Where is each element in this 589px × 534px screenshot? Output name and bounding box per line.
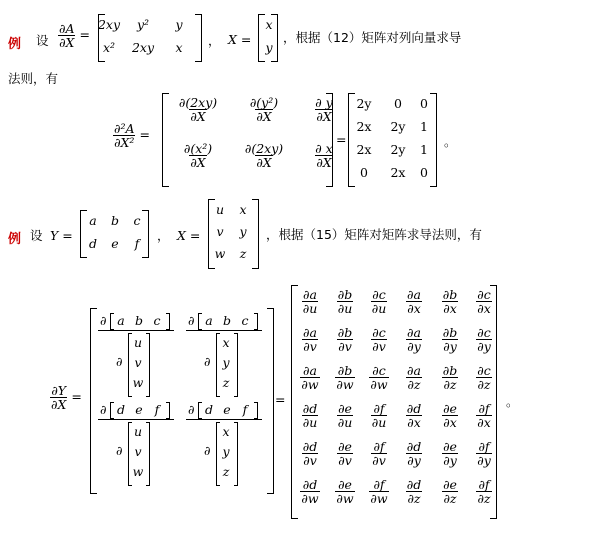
- intro-text-2: ，根据（15）矩阵对矩阵求导法则，有: [266, 227, 482, 242]
- value-entry: 1: [420, 142, 428, 157]
- block-col-bracket: [146, 333, 150, 397]
- expanded-partial: $\frac{\partial a}{\partial w}$: [301, 363, 319, 392]
- dY-dX-fraction: $\frac{\partial Y}{\partial X}$ =: [51, 383, 82, 412]
- partial-symbol: ∂: [100, 313, 107, 328]
- block-col-entry: w: [132, 464, 144, 479]
- matrix-Y-entry: f: [134, 236, 140, 251]
- block-row-entry: e: [135, 402, 143, 417]
- partial-symbol: ∂: [204, 354, 211, 369]
- end-punctuation-1: 。: [444, 134, 457, 149]
- expanded-partial: $\frac{\partial e}{\partial u}$: [337, 401, 353, 430]
- expanded-partial: $\frac{\partial f}{\partial w}$: [370, 477, 388, 506]
- block-row-entry: c: [153, 313, 161, 328]
- example-label-1: 例: [8, 37, 22, 52]
- expanded-partial: $\frac{\partial a}{\partial v}$: [303, 325, 317, 354]
- end-punctuation-2: 。: [506, 394, 519, 409]
- dA-dX-fraction: $\frac{\partial A}{\partial X}$ =: [59, 21, 90, 50]
- matrix-A-entry: 2xy: [131, 40, 155, 55]
- expanded-partial: $\frac{\partial e}{\partial v}$: [338, 439, 352, 468]
- value-entry: 2x: [390, 165, 406, 180]
- expanded-partial: $\frac{\partial c}{\partial v}$: [372, 325, 386, 354]
- block-col-bracket: [146, 422, 150, 486]
- partial-fraction: $\frac{\partial x}{\partial X}$: [315, 141, 333, 170]
- block-row-entry: d: [204, 402, 213, 417]
- intro-text-1b: 法则，有: [8, 71, 59, 86]
- matrix-X-entry: u: [215, 202, 225, 217]
- block-row-entry: a: [205, 313, 213, 328]
- fraction-bar: [186, 330, 262, 331]
- block-col-entry: x: [222, 335, 230, 350]
- expanded-partial: $\frac{\partial d}{\partial w}$: [301, 477, 319, 506]
- example-intro-1: 设: [36, 33, 49, 48]
- expanded-partial: $\frac{\partial c}{\partial x}$: [477, 287, 491, 316]
- block-col-entry: u: [133, 335, 143, 350]
- partial-fraction: $\frac{\text{∂(x²)}}{\partial X}$: [183, 141, 213, 170]
- matrix-A-entry: x: [175, 40, 183, 55]
- partial-symbol: ∂: [116, 443, 123, 458]
- expanded-partial: $\frac{\partial a}{\partial z}$: [407, 363, 421, 392]
- fraction-bar: [98, 330, 174, 331]
- block-col-entry: y: [222, 444, 230, 459]
- fraction-bar: [98, 419, 174, 420]
- expanded-partial: $\frac{\partial b}{\partial y}$: [442, 325, 458, 354]
- expanded-partial: $\frac{\partial e}{\partial w}$: [336, 477, 354, 506]
- expanded-partial: $\frac{\partial c}{\partial z}$: [477, 363, 491, 392]
- expanded-partial: $\frac{\partial c}{\partial u}$: [371, 287, 387, 316]
- expanded-partial: $\frac{\partial a}{\partial u}$: [302, 287, 318, 316]
- expanded-partial: $\frac{\partial a}{\partial x}$: [407, 287, 421, 316]
- block-row-entry: e: [223, 402, 231, 417]
- value-entry: 2y: [390, 142, 406, 157]
- x-definition: X =: [228, 32, 252, 47]
- partial-fraction: $\frac{\partial(2xy)}{\partial X}$: [178, 95, 218, 124]
- expanded-partial: $\frac{\partial d}{\partial u}$: [302, 401, 318, 430]
- expanded-partial: $\frac{\partial a}{\partial y}$: [407, 325, 421, 354]
- matrix-bracket-right: [195, 14, 202, 62]
- intro-text-1: ，根据（12）矩阵对列向量求导: [283, 30, 462, 45]
- block-row-entry: f: [154, 402, 160, 417]
- block-col-entry: z: [222, 375, 230, 390]
- y-definition: Y =: [50, 228, 73, 243]
- partial-fraction: $\frac{\partial y}{\partial X}$: [315, 95, 333, 124]
- block-col-entry: v: [134, 444, 142, 459]
- block-row-bracket: [254, 313, 258, 330]
- expanded-partial: $\frac{\partial d}{\partial x}$: [406, 401, 422, 430]
- matrix-X-entry: v: [216, 224, 224, 239]
- matrix-X-entry: x: [239, 202, 247, 217]
- matrix-Y-entry: b: [110, 213, 119, 228]
- matrix-Y-entry: c: [133, 213, 141, 228]
- expanded-partial: $\frac{\partial b}{\partial v}$: [337, 325, 353, 354]
- expanded-partial: $\frac{\partial d}{\partial v}$: [302, 439, 318, 468]
- block-col-bracket: [234, 333, 238, 397]
- partial-fraction: $\frac{\partial(2xy)}{\partial X}$: [244, 141, 284, 170]
- block-bracket-left: [90, 308, 97, 494]
- block-row-entry: d: [116, 402, 125, 417]
- expanded-partial: $\frac{\partial b}{\partial x}$: [442, 287, 458, 316]
- expanded-partial: $\frac{\partial f}{\partial y}$: [477, 439, 491, 468]
- block-bracket-right: [267, 308, 274, 494]
- block-col-entry: x: [222, 424, 230, 439]
- block-row-bracket: [166, 313, 170, 330]
- value-entry: 0: [394, 96, 402, 111]
- matrix-X-entry: z: [239, 246, 247, 261]
- matrix-A-entry: x²: [102, 40, 116, 55]
- block-row-entry: c: [241, 313, 249, 328]
- matrix-A-entry: y: [175, 17, 183, 32]
- matrix-Y-entry: a: [89, 213, 97, 228]
- expanded-partial: $\frac{\partial b}{\partial z}$: [442, 363, 458, 392]
- big-bracket-left: [291, 285, 298, 519]
- block-col-entry: z: [222, 464, 230, 479]
- value-entry: 0: [420, 96, 428, 111]
- partial-symbol: ∂: [188, 402, 195, 417]
- matrix-X-entry: y: [239, 224, 247, 239]
- value-entry: 2x: [356, 119, 372, 134]
- partial-symbol: ∂: [204, 443, 211, 458]
- expanded-partial: $\frac{\partial b}{\partial u}$: [337, 287, 353, 316]
- expanded-partial: $\frac{\partial c}{\partial y}$: [477, 325, 491, 354]
- block-row-entry: f: [242, 402, 248, 417]
- example-intro-2: 设: [30, 228, 43, 243]
- x-definition-2: X =: [177, 228, 201, 243]
- block-col-entry: u: [133, 424, 143, 439]
- block-col-entry: v: [134, 355, 142, 370]
- expanded-partial: $\frac{\partial f}{\partial v}$: [372, 439, 386, 468]
- expanded-partial: $\frac{\partial c}{\partial w}$: [370, 363, 388, 392]
- expanded-partial: $\frac{\partial d}{\partial z}$: [406, 477, 422, 506]
- partial-fraction: $\frac{\text{∂(y²)}}{\partial X}$: [249, 95, 279, 124]
- expanded-partial: $\frac{\partial e}{\partial x}$: [443, 401, 457, 430]
- expanded-partial: $\frac{\partial e}{\partial y}$: [443, 439, 457, 468]
- fraction-bar: [186, 419, 262, 420]
- matrix-Y-entry: e: [111, 236, 119, 251]
- partial-symbol: ∂: [188, 313, 195, 328]
- expanded-partial: $\frac{\partial f}{\partial z}$: [477, 477, 491, 506]
- expanded-partial: $\frac{\partial f}{\partial u}$: [371, 401, 387, 430]
- block-row-entry: b: [222, 313, 231, 328]
- value-entry: 2x: [356, 142, 372, 157]
- partial-symbol: ∂: [116, 354, 123, 369]
- expanded-partial: $\frac{\partial e}{\partial z}$: [443, 477, 457, 506]
- value-entry: 1: [420, 119, 428, 134]
- matrix-Y-entry: d: [88, 236, 97, 251]
- partial-symbol: ∂: [100, 402, 107, 417]
- value-entry: 0: [420, 165, 428, 180]
- vector-X-entry: y: [265, 40, 273, 55]
- matrix-A-entry: 2xy: [97, 17, 121, 32]
- vector-X-entry: x: [265, 17, 273, 32]
- block-col-entry: y: [222, 355, 230, 370]
- matrix-X-bracket-right: [252, 199, 259, 269]
- expanded-partial: $\frac{\partial d}{\partial y}$: [406, 439, 422, 468]
- block-row-entry: a: [117, 313, 125, 328]
- value-entry: 2y: [390, 119, 406, 134]
- d2A-dX2-fraction: $\frac{\text{∂²A}}{\text{∂X²}}$ =: [114, 121, 150, 150]
- value-entry: 2y: [356, 96, 372, 111]
- example-label-2: 例: [8, 232, 22, 247]
- expanded-partial: $\frac{\partial b}{\partial w}$: [336, 363, 354, 392]
- expanded-partial: $\frac{\partial f}{\partial x}$: [477, 401, 491, 430]
- block-row-bracket: [166, 402, 170, 419]
- block-row-entry: b: [134, 313, 143, 328]
- block-row-bracket: [254, 402, 258, 419]
- partials-bracket-left: [162, 93, 169, 187]
- block-col-bracket: [234, 422, 238, 486]
- value-entry: 0: [360, 165, 368, 180]
- matrix-A-entry: y²: [136, 17, 150, 32]
- matrix-X-entry: w: [214, 246, 226, 261]
- block-col-entry: w: [132, 375, 144, 390]
